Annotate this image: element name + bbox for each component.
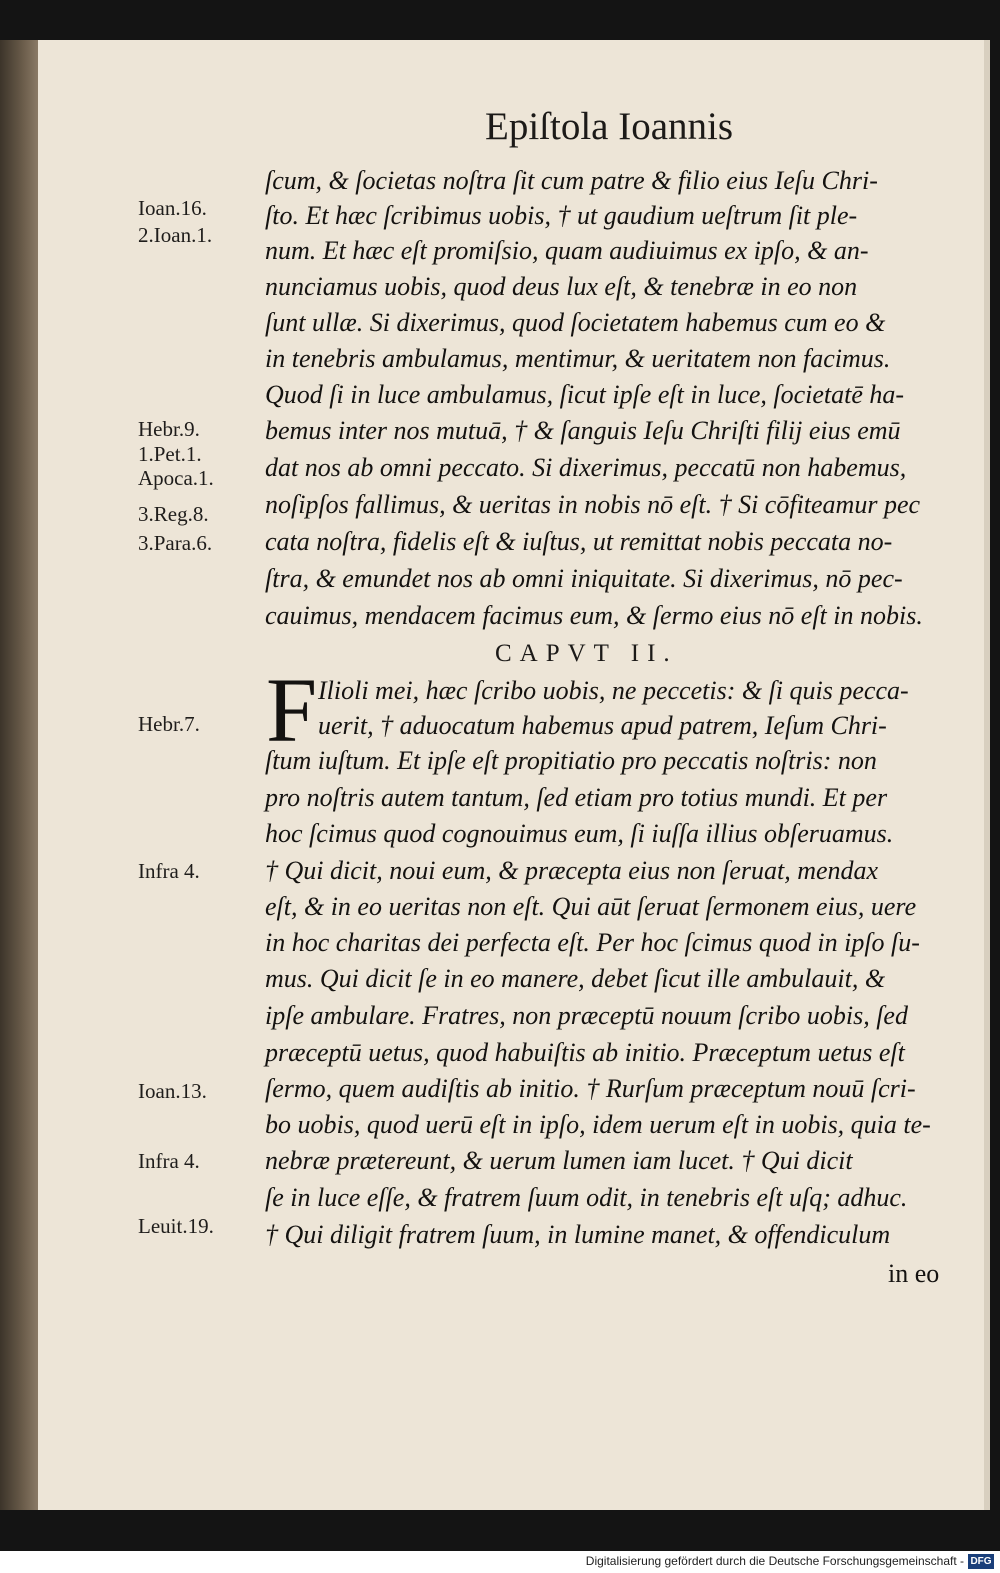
text-line: Quod ſi in luce ambulamus, ſicut ipſe eſt in luce, ſocietatē ha- bbox=[265, 380, 905, 409]
text-line: ipſe ambulare. Fratres, non præceptū nouum ſcribo uobis, ſed bbox=[265, 1001, 908, 1030]
text-line: † Qui dicit, noui eum, & præcepta eius non ſeruat, mendax bbox=[265, 856, 879, 885]
text-line: mus. Qui dicit ſe in eo manere, debet ſicut ille ambulauit, & bbox=[265, 964, 886, 993]
text-line: noſipſos fallimus, & ueritas in nobis nō eſt. † Si cōfiteamur pec bbox=[265, 490, 921, 519]
catchword: in eo bbox=[888, 1259, 940, 1288]
margin-note: Ioan.13. bbox=[138, 1079, 207, 1103]
text-line: dat nos ab omni peccato. Si dixerimus, peccatū non habemus, bbox=[265, 453, 907, 482]
text-line: in tenebris ambulamus, mentimur, & ueritatem non facimus. bbox=[265, 344, 891, 373]
text-line: ſto. Et hæc ſcribimus uobis, † ut gaudium ueſtrum ſit ple- bbox=[265, 201, 858, 230]
text-line: eſt, & in eo ueritas non eſt. Qui aūt ſeruat ſermonem eius, uere bbox=[265, 892, 917, 921]
text-line: ſtra, & emundet nos ab omni iniquitate. Si dixerimus, nō pec- bbox=[265, 564, 903, 593]
margin-note: Hebr.7. bbox=[138, 712, 200, 736]
running-title: Epiſtola Ioannis bbox=[485, 105, 734, 148]
book-binding-edge bbox=[0, 40, 38, 1510]
chapter-heading: CAPVT II. bbox=[495, 640, 678, 667]
margin-note: Ioan.16. bbox=[138, 196, 207, 220]
text-line: bemus inter nos mutuā, † & ſanguis Ieſu Chriſti filij eius emū bbox=[265, 416, 901, 445]
footer-credit: Digitalisierung gefördert durch die Deutsche Forschungsgemeinschaft - bbox=[585, 1554, 964, 1568]
text-line: ſermo, quem audiſtis ab initio. † Rurſum præceptum nouū ſcri- bbox=[265, 1074, 916, 1103]
text-line: bo uobis, quod uerū eſt in ipſo, idem uerum eſt in uobis, quia te- bbox=[265, 1110, 931, 1139]
margin-note: Leuit.19. bbox=[138, 1214, 214, 1238]
text-line: ſtum iuſtum. Et ipſe eſt propitiatio pro peccatis noſtris: non bbox=[265, 746, 877, 775]
text-line: ſunt ullæ. Si dixerimus, quod ſocietatem habemus cum eo & bbox=[265, 308, 886, 337]
margin-note: 2.Ioan.1. bbox=[138, 223, 213, 247]
text-line: † Qui diligit fratrem ſuum, in lumine manet, & offendiculum bbox=[265, 1220, 891, 1249]
text-line: num. Et hæc eſt promiſsio, quam audiuimus ex ipſo, & an- bbox=[265, 236, 869, 265]
margin-note: 3.Para.6. bbox=[138, 531, 213, 555]
text-line: nebræ prætereunt, & uerum lumen iam lucet. † Qui dicit bbox=[265, 1146, 853, 1175]
text-line: Ilioli mei, hæc ſcribo uobis, ne peccetis: & ſi quis pecca- bbox=[318, 676, 909, 705]
text-line: cata noſtra, fidelis eſt & iuſtus, ut remittat nobis peccata no- bbox=[265, 527, 893, 556]
margin-note: Hebr.9. bbox=[138, 417, 200, 441]
text-line: ſe in luce eſſe, & fratrem ſuum odit, in tenebris eſt uſq; adhuc. bbox=[265, 1183, 908, 1212]
text-line: hoc ſcimus quod cognouimus eum, ſi iuſſa illius obſeruamus. bbox=[265, 819, 894, 848]
text-line: ſcum, & ſocietas noſtra ſit cum patre & filio eius Ieſu Chri- bbox=[265, 166, 878, 195]
text-line: in hoc charitas dei perfecta eſt. Per hoc ſcimus quod in ipſo ſu- bbox=[265, 928, 920, 957]
drop-cap: F bbox=[266, 659, 318, 761]
text-line: pro noſtris autem tantum, ſed etiam pro totius mundi. Et per bbox=[265, 783, 888, 812]
margin-note: Infra 4. bbox=[138, 1149, 200, 1173]
margin-note: Infra 4. bbox=[138, 859, 200, 883]
margin-note: 3.Reg.8. bbox=[138, 502, 209, 526]
text-line: cauimus, mendacem facimus eum, & ſermo eius nō eſt in nobis. bbox=[265, 601, 923, 630]
margin-note: Apoca.1. bbox=[138, 466, 214, 490]
text-line: uerit, † aduocatum habemus apud patrem, Ieſum Chri- bbox=[318, 711, 887, 740]
text-line: nunciamus uobis, quod deus lux eſt, & tenebræ in eo non bbox=[265, 272, 858, 301]
margin-note: 1.Pet.1. bbox=[138, 442, 202, 466]
text-line: præceptū uetus, quod habuiſtis ab initio. Præceptum uetus eſt bbox=[265, 1038, 905, 1067]
dfg-logo: DFG bbox=[968, 1554, 994, 1569]
